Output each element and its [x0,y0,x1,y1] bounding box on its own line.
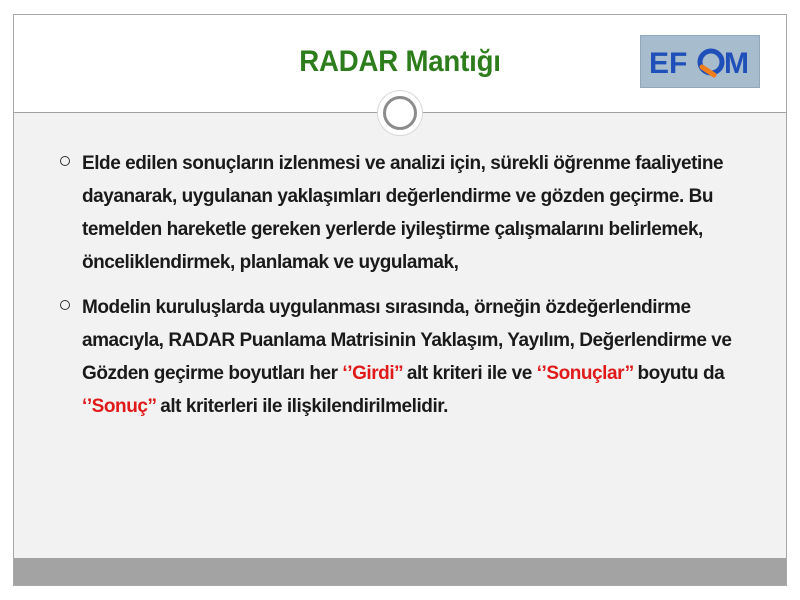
bullet-list [60,147,760,435]
bullet-item [60,147,760,279]
highlight-girdi: ‘’Girdi’’ [342,363,403,384]
bullet-item [60,291,760,423]
bullet-text-part: alt kriterleri ile ilişkilendirilmelidir. [155,396,448,417]
slide-title: RADAR Mantığı [299,45,501,78]
bullet-text [82,291,760,423]
svg-text:M: M [724,47,749,80]
bullet-text: Elde edilen sonuçların izlenmesi ve analizi için, sürekli öğrenme faaliyetine dayanarak, uygulanan yaklaşımları değerlendirme ve gözden geçirme. Bu temelden hareketle gereken yerlerde iyileştirme çalışmalarını belirlemek, önceliklendirmek, planlamak ve uygulamak, [82,153,724,273]
ring-divider-icon [378,91,422,135]
highlight-sonuc: ‘’Sonuç’’ [82,396,156,417]
efqm-logo [640,35,760,88]
bullet-text-part: boyutu da [632,363,725,384]
circle-bullet-icon [60,156,70,166]
footer-bar [14,558,786,585]
slide [13,14,787,586]
efqm-logo-text: EF [649,47,688,80]
highlight-sonuclar: ‘’Sonuçlar’’ [536,363,633,384]
circle-bullet-icon [60,300,70,310]
bullet-text-part: Modelin kuruluşlarda uygulanması sırasında, örneğin özdeğerlendirme amacıyla, RADAR Puanlama Matrisinin Yaklaşım, Yayılım, Değerlendirme ve Gözden geçirme boyutları her [82,297,732,384]
bullet-text-part: alt kriteri ile ve [402,363,537,384]
